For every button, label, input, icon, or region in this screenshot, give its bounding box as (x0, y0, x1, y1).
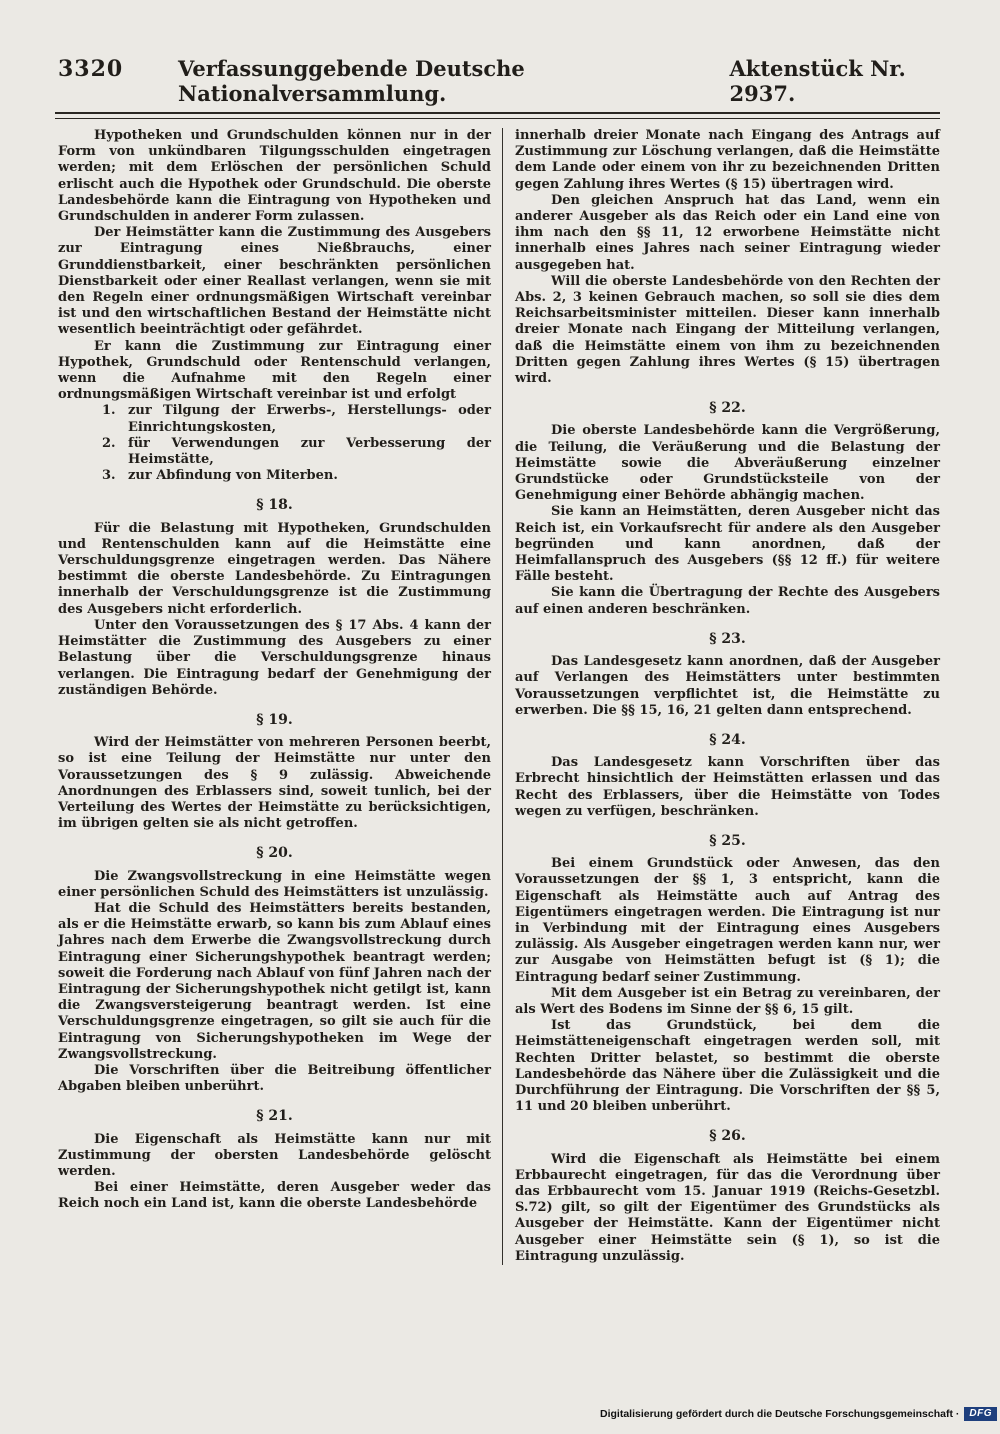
paragraph: Die oberste Landesbehörde kann die Vergrößerung, die Teilung, die Veräußerung und die Belastung der Heimstätte sowie die Abveräußerung einzelner Grundstücke oder Grundstücksteile von der Genehmigung einer Behörde abhängig machen. (515, 423, 940, 504)
numbered-list (102, 403, 491, 484)
paragraph: Der Heimstätter kann die Zustimmung des Ausgebers zur Eintragung eines Nießbrauchs, einer Grunddienstbarkeit, einer beschränkten persönlichen Dienstbarkeit oder einer Reallast verlangen, wenn sie mit den Regeln einer ordnungsmäßigen Wirtschaft vereinbar ist und den wirtschaftlichen Bestand der Heimstätte nicht wesentlich beeinträchtigt oder gefährdet. (58, 225, 491, 338)
list-item-number: 2. (102, 435, 116, 451)
list-item-text: zur Abfindung von Miterben. (128, 468, 338, 484)
section-heading: § 21. (256, 1108, 293, 1125)
list-item (102, 468, 491, 484)
list-item-number: 1. (102, 403, 116, 419)
dfg-logo: DFG (964, 1407, 997, 1421)
list-item-number: 3. (102, 468, 116, 484)
paragraph: Bei einem Grundstück oder Anwesen, das den Voraussetzungen der §§ 1, 3 entspricht, kann die Eigenschaft als Heimstätte auch auf Antrag des Eigentümers eingetragen werden. Die Eintragung ist nur in Verbindung mit der Eintragung eines Ausgebers zulässig. Als Ausgeber eingetragen werden kann nur, wer zur Ausgabe von Heimstätten befugt ist (§ 1); die Eintragung bedarf seiner Zustimmung. (515, 856, 940, 985)
paragraph: Hat die Schuld des Heimstätters bereits bestanden, als er die Heimstätte erwarb, so kann bis zum Ablauf eines Jahres nach dem Erwerbe die Zwangsvollstreckung durch Eintragung einer Sicherungshypothek beantragt werden; soweit die Forderung nach Ablauf von fünf Jahren nach der Eintragung der Sicherungshypothek nicht getilgt ist, kann die Zwangsversteigerung beantragt werden. Ist eine Verschuldungsgrenze eingetragen, so gilt sie auch für die Eintragung von Sicherungshypotheken im Wege der Zwangsvollstreckung. (58, 900, 491, 1062)
section-heading: § 20. (256, 845, 293, 862)
page-number: 3320 (58, 56, 124, 82)
paragraph: Unter den Voraussetzungen des § 17 Abs. 4 kann der Heimstätter die Zustimmung des Ausgebers zu einer Belastung über die Verschuldungsgrenze hinaus verlangen. Die Eintragung bedarf der Genehmigung der zuständigen Behörde. (58, 617, 491, 698)
list-item-text: für Verwendungen zur Verbesserung der Heimstätte, (128, 435, 491, 468)
paragraph: Sie kann die Übertragung der Rechte des Ausgebers auf einen anderen beschränken. (515, 585, 940, 617)
section-heading: § 25. (709, 832, 746, 849)
right-column (503, 128, 940, 1265)
paragraph: Mit dem Ausgeber ist ein Betrag zu vereinbaren, der als Wert des Bodens im Sinne der §§ 6, 15 gilt. (515, 985, 940, 1017)
paragraph: Sie kann an Heimstätten, deren Ausgeber nicht das Reich ist, ein Vorkaufsrecht für andere als den Ausgeber begründen und kann anordnen, daß der Heimfallanspruch des Ausgebers (§§ 12 ff.) für weitere Fälle besteht. (515, 504, 940, 585)
assembly-title: Verfassunggebende Deutsche Nationalversammlung. (178, 56, 525, 106)
issue-number: Aktenstück Nr. 2937. (729, 56, 906, 106)
section-heading: § 19. (256, 711, 293, 728)
paragraph: Er kann die Zustimmung zur Eintragung einer Hypothek, Grundschuld oder Rentenschuld verlangen, wenn die Aufnahme mit den Regeln einer ordnungsmäßigen Wirtschaft vereinbar ist und erfolgt (58, 338, 491, 403)
paragraph: innerhalb dreier Monate nach Eingang des Antrags auf Zustimmung zur Löschung verlangen, daß die Heimstätte dem Lande oder einem von ihr zu bezeichnenden Dritten gegen Zahlung ihres Wertes (§ 15) übertragen wird. (515, 128, 940, 192)
left-column (58, 128, 503, 1265)
text-columns (0, 119, 1000, 1265)
paragraph: Die Eigenschaft als Heimstätte kann nur mit Zustimmung der obersten Landesbehörde gelöscht werden. (58, 1131, 491, 1179)
paragraph: Für die Belastung mit Hypotheken, Grundschulden und Rentenschulden kann auf die Heimstätte eine Verschuldungsgrenze eingetragen werden. Das Nähere bestimmt die oberste Landesbehörde. Zu Eintragungen innerhalb der Verschuldungsgrenze ist die Zustimmung des Ausgebers nicht erforderlich. (58, 520, 491, 617)
list-item-text: zur Tilgung der Erwerbs-, Herstellungs- oder Einrichtungskosten, (128, 403, 491, 435)
paragraph: Ist das Grundstück, bei dem die Heimstätteneigenschaft eingetragen werden soll, mit Rechten Dritter belastet, so bestimmt die oberste Landesbehörde das Nähere über die Zulässigkeit und die Durchführung der Eintragung. Die Vorschriften der §§ 5, 11 und 20 bleiben unberührt. (515, 1018, 940, 1115)
section-heading: § 23. (709, 630, 746, 647)
paragraph: Wird der Heimstätter von mehreren Personen beerbt, so ist eine Teilung der Heimstätte nur unter den Voraussetzungen des § 9 zulässig. Abweichende Anordnungen des Erblassers sind, soweit tunlich, bei der Verteilung des Wertes der Heimstätte zu berücksichtigen, im übrigen gelten sie als nicht getroffen. (58, 735, 491, 832)
section-heading: § 24. (709, 731, 746, 748)
section-heading: § 22. (709, 400, 746, 417)
paragraph: Bei einer Heimstätte, deren Ausgeber weder das Reich noch ein Land ist, kann die oberste Landesbehörde (58, 1180, 491, 1212)
paragraph: Die Vorschriften über die Beitreibung öffentlicher Abgaben bleiben unberührt. (58, 1062, 491, 1095)
header-center (178, 56, 940, 106)
list-item (102, 436, 491, 468)
section-heading: § 26. (709, 1128, 746, 1145)
header-double-rule (55, 112, 940, 119)
paragraph: Das Landesgesetz kann anordnen, daß der Ausgeber auf Verlangen des Heimstätters unter bestimmten Voraussetzungen verpflichtet ist, die Heimstätte zu erwerben. Die §§ 15, 16, 21 gelten dann entsprechend. (515, 654, 940, 718)
paragraph: Wird die Eigenschaft als Heimstätte bei einem Erbbaurecht eingetragen, für das die Verordnung über das Erbbaurecht vom 15. Januar 1919 (Reichs-Gesetzbl. S.72) gilt, so gilt der Eigentümer des Grundstücks als Ausgeber der Heimstätte. Kann der Eigentümer nicht Ausgeber einer Heimstätte sein (§ 1), so ist die Eintragung unzulässig. (515, 1151, 940, 1264)
list-item (102, 403, 491, 435)
section-heading: § 18. (256, 497, 293, 514)
credit-text: Digitalisierung gefördert durch die Deutsche Forschungsgemeinschaft · (600, 1408, 960, 1420)
paragraph: Die Zwangsvollstreckung in eine Heimstätte wegen einer persönlichen Schuld des Heimstätters ist unzulässig. (58, 868, 491, 900)
digitization-credit (600, 1407, 997, 1421)
page-header (0, 0, 1000, 106)
paragraph: Hypotheken und Grundschulden können nur in der Form von unkündbaren Tilgungsschulden eingetragen werden; mit dem Erlöschen der persönlichen Schuld erlischt auch die Hypothek oder Grundschuld. Die oberste Landesbehörde kann die Eintragung von Hypotheken und Grundschulden in anderer Form zulassen. (58, 128, 491, 225)
paragraph: Den gleichen Anspruch hat das Land, wenn ein anderer Ausgeber als das Reich oder ein Land eine von ihm nach den §§ 11, 12 erworbene Heimstätte nicht innerhalb eines Jahres nach seiner Eintragung wieder ausgegeben hat. (515, 192, 940, 273)
paragraph: Das Landesgesetz kann Vorschriften über das Erbrecht hinsichtlich der Heimstätten erlassen und das Recht des Erblassers, über die Heimstätte von Todes wegen zu verfügen, beschränken. (515, 755, 940, 819)
paragraph: Will die oberste Landesbehörde von den Rechten der Abs. 2, 3 keinen Gebrauch machen, so soll sie dies dem Reichsarbeitsminister mitteilen. Dieser kann innerhalb dreier Monate nach Eingang der Mitteilung verlangen, daß die Heimstätte einem von ihm zu bezeichnenden Dritten gegen Zahlung ihres Wertes (§ 15) übertragen wird. (515, 273, 940, 387)
